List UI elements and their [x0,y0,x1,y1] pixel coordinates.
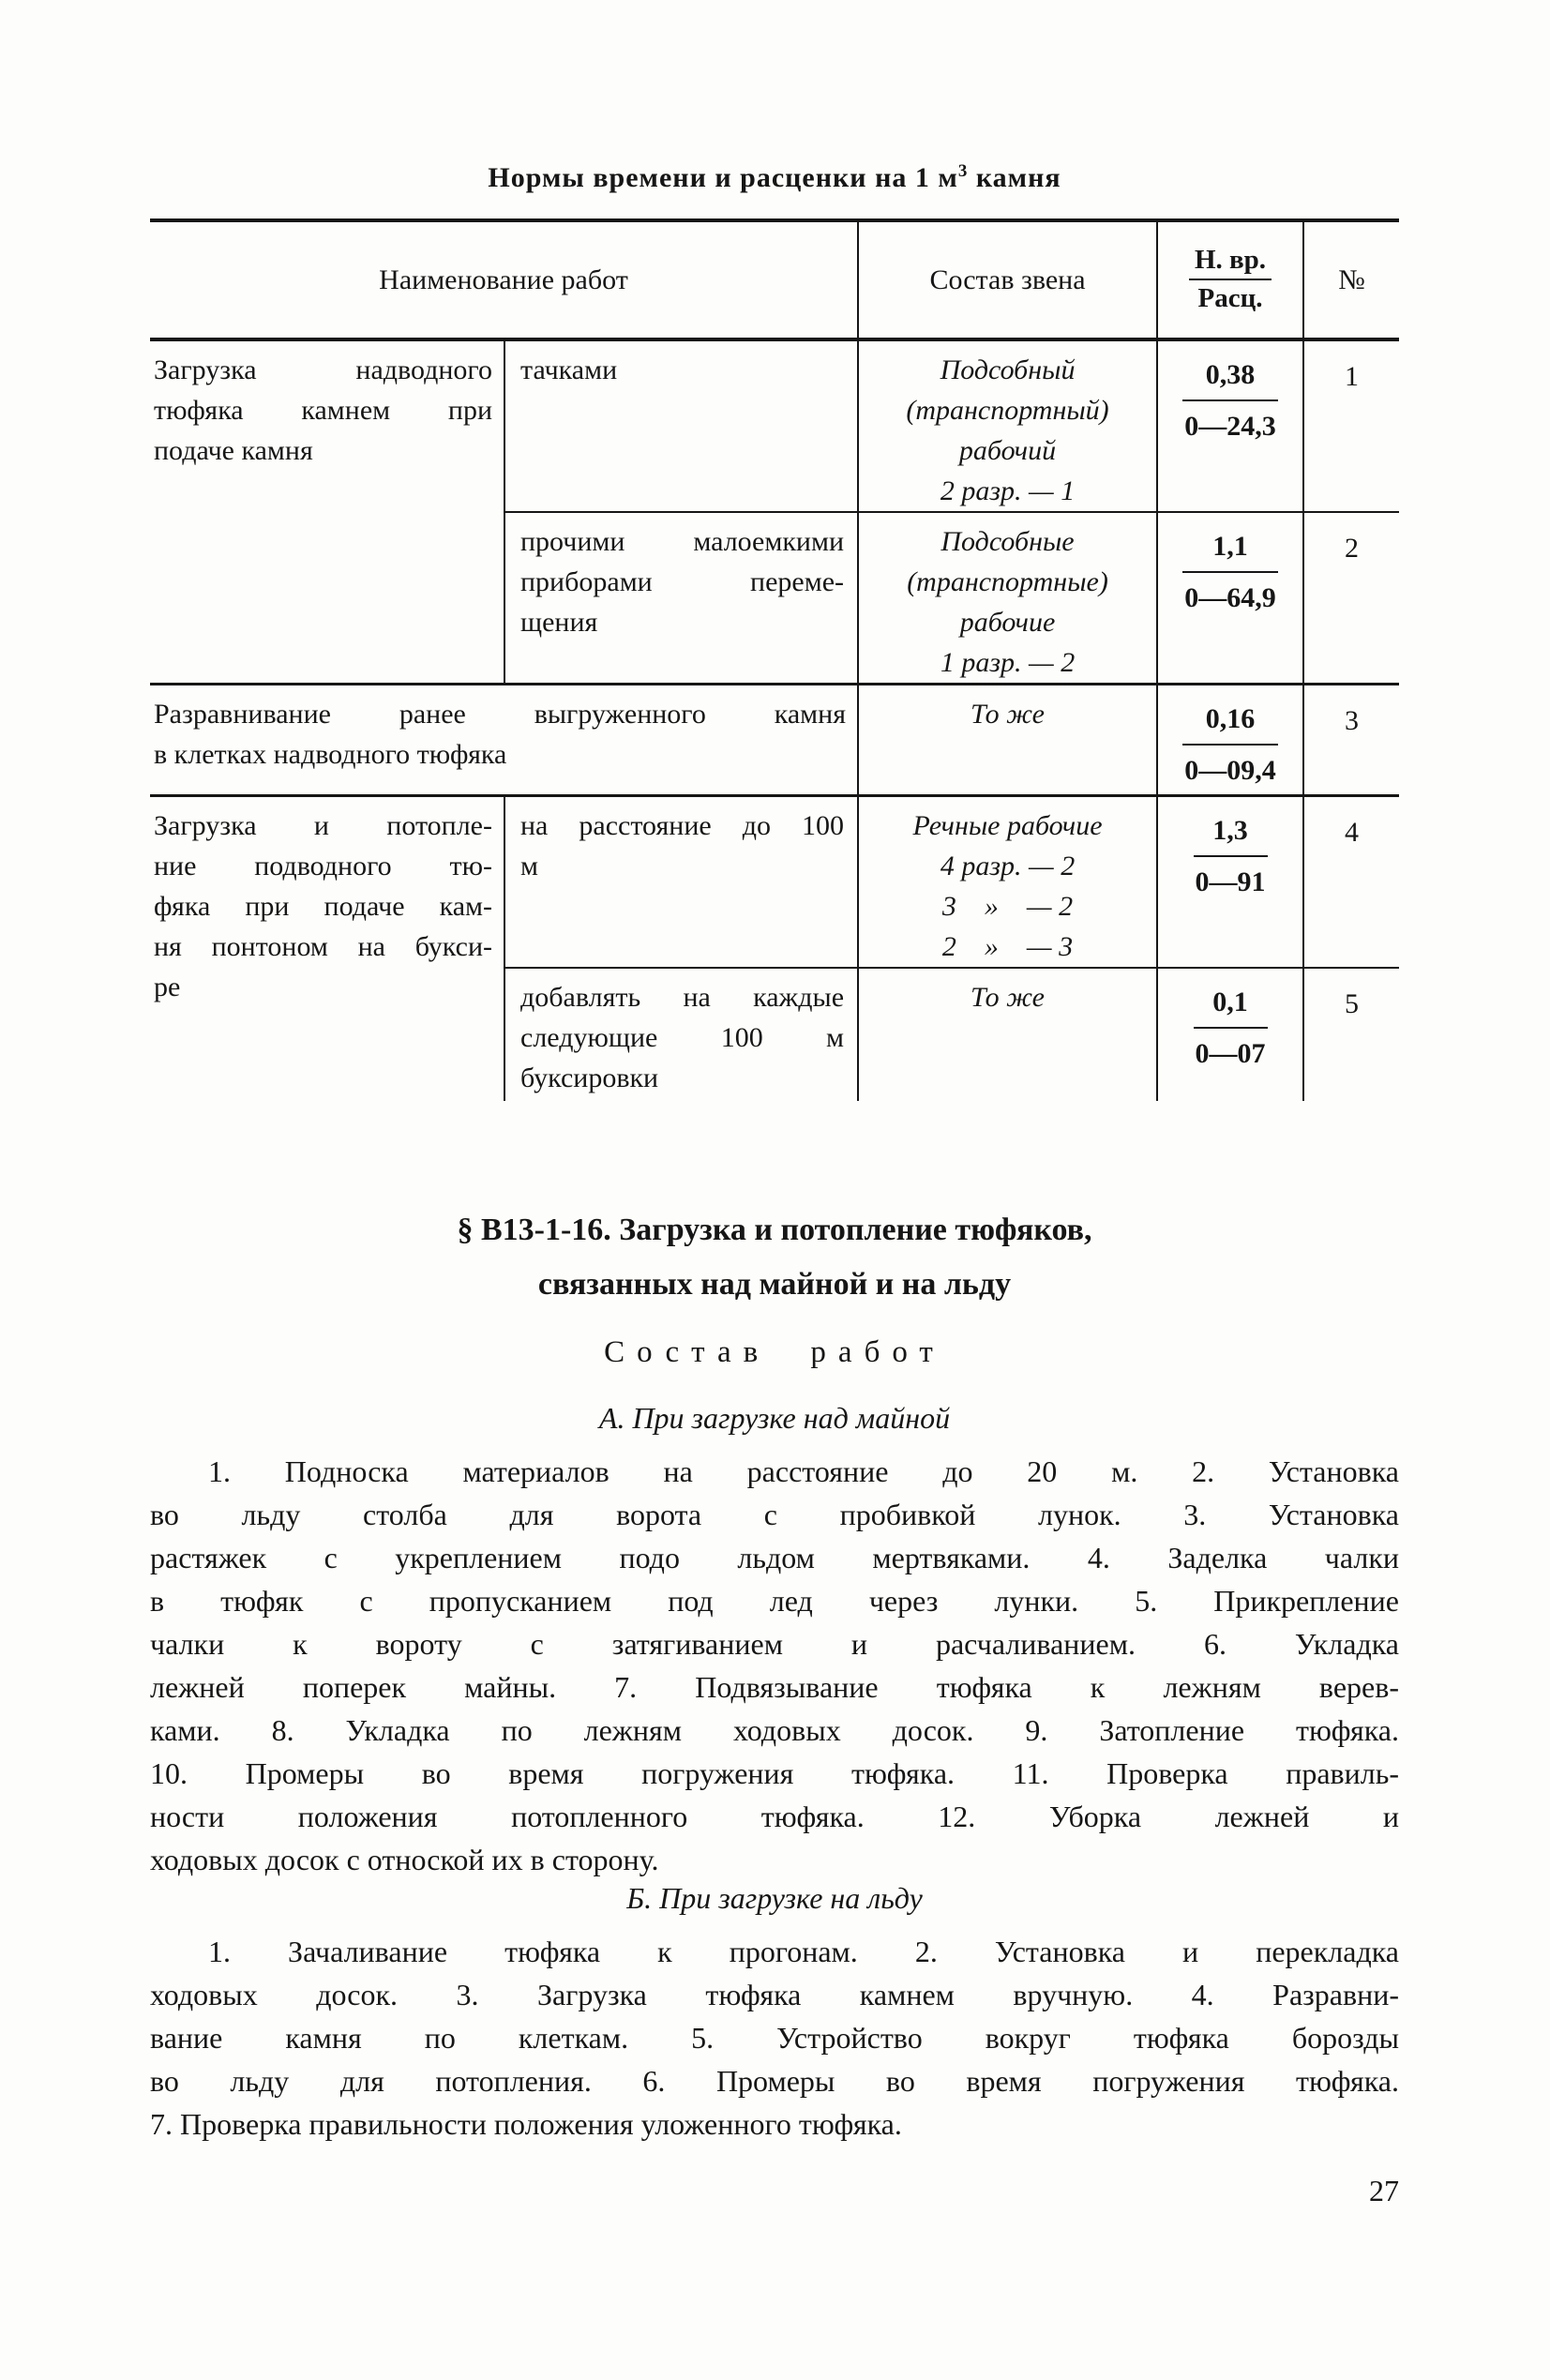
r5-rate-fraction [1194,982,1268,1074]
cell-r3-rate [1157,685,1303,796]
table-header-row [150,220,1399,339]
table-title-text: Нормы времени и расценки на 1 м [488,162,958,193]
part-a-heading: А. При загрузке над майной [598,1401,951,1435]
table-title-superscript: 3 [957,161,969,181]
cell-r4-rate [1157,796,1303,969]
section-heading: § В13-1-16. Загрузка и потопление тюфяков, связанных над майной и на льду [457,1213,1092,1302]
cell-r4-number: 4 [1303,796,1399,969]
r1-norm-value: 0,38 [1182,354,1278,401]
table-title [150,161,1399,194]
header-cell-crew: Состав звена [858,220,1157,339]
cell-r1-work-method: тачками [504,339,858,512]
cell-r3-work: Разравнивание ранее выгруженного камня в клетках надводного тюфяка [150,685,858,796]
cell-r1-crew: Подсобный (транспортный) рабочий 2 разр. — 1 [858,339,1157,512]
r1-rate-fraction [1182,354,1278,446]
part-b-heading: Б. При загрузке на льду [626,1881,923,1915]
r2-rate-fraction [1182,526,1278,618]
cell-r1-rate [1157,339,1303,512]
cell-r1-work-group: Загрузка надводного тюфяка камнем при подаче камня [154,354,492,466]
cell-r2-work-method: прочими малоемкими приборами переме- щения [504,512,858,685]
r5-norm-value: 0,1 [1194,982,1268,1029]
r1-rate-value: 0—24,3 [1184,411,1276,442]
cell-r3-crew: То же [858,685,1157,796]
page-number: 27 [1369,2174,1399,2207]
r3-norm-value: 0,16 [1182,699,1278,746]
cell-r5-rate [1157,968,1303,1101]
r2-norm-value: 1,1 [1182,526,1278,573]
table-title-tail: камня [968,162,1061,193]
section-subheading: Состав работ [604,1335,945,1369]
header-cell-rate [1157,220,1303,339]
r3-rate-fraction [1182,699,1278,791]
r5-rate-value: 0—07 [1195,1038,1266,1069]
rate-header-fraction [1189,243,1272,315]
header-cell-number: № [1303,220,1399,339]
cell-r1-number: 1 [1303,339,1399,512]
part-a-paragraph: 1. Подноска материалов на расстояние до 20 м. 2. Установка во льду столба для ворота с пробивкой лунок. 3. Установка растяжек с укреплением подо льдом мертвяками. 4. Заделка чалки в тюфяк с пропусканием под лед через лунки. 5. Прикрепление чалки к вороту с затягиванием и расчаливанием. 6. Укладка лежней поперек майны. 7. Подвязывание тюфяка к лежням верев- ками. 8. Укладка по лежням ходовых досок. 9. Затопление тюфяка. 10. Промеры во время погружения тюфяка. 11. Проверка правиль- ности положения потопленного тюфяка. 12. Уборка лежней и ходовых досок с отноской их в сторону. [150,1454,1399,1876]
cell-r3-number: 3 [1303,685,1399,796]
r2-rate-value: 0—64,9 [1184,582,1276,613]
r3-rate-value: 0—09,4 [1184,755,1276,786]
cell-r4-work-group: Загрузка и потопле- ние подводного тю- фяка при подаче кам- ня понтоном на букси- ре [150,796,504,1102]
header-cell-work: Наименование работ [150,220,858,339]
r4-rate-fraction [1194,810,1268,902]
cell-r2-number: 2 [1303,512,1399,685]
r4-rate-value: 0—91 [1195,866,1266,897]
part-b-paragraph: 1. Зачаливание тюфяка к прогонам. 2. Установка и перекладка ходовых досок. 3. Загрузка тюфяка камнем вручную. 4. Разравни- вание камня по клеткам. 5. Устройство вокруг тюфяка борозды во льду для потопления. 6. Промеры во время погружения тюфяка. 7. Проверка правильности положения уложенного тюфяка. [150,1935,1399,2141]
cell-r4-crew: Речные рабочие 4 разр. — 2 3 » — 2 2 » — 3 [858,796,1157,969]
table-row-1 [150,339,1399,512]
r4-norm-value: 1,3 [1194,810,1268,857]
rate-header-rasc: Расц. [1197,282,1263,313]
cell-r2-crew: Подсобные (транспортные) рабочие 1 разр. — 2 [858,512,1157,685]
cell-r5-work-method: добавлять на каждые следующие 100 м буксировки [504,968,858,1101]
cell-r5-number: 5 [1303,968,1399,1101]
cell-r4-work-method: на расстояние до 100 м [504,796,858,969]
rate-header-nvr: Н. вр. [1189,245,1272,280]
norms-table [150,218,1399,1101]
cell-r5-crew: То же [858,968,1157,1101]
cell-r2-rate [1157,512,1303,685]
table-row-4 [150,796,1399,969]
table-row-3 [150,685,1399,796]
